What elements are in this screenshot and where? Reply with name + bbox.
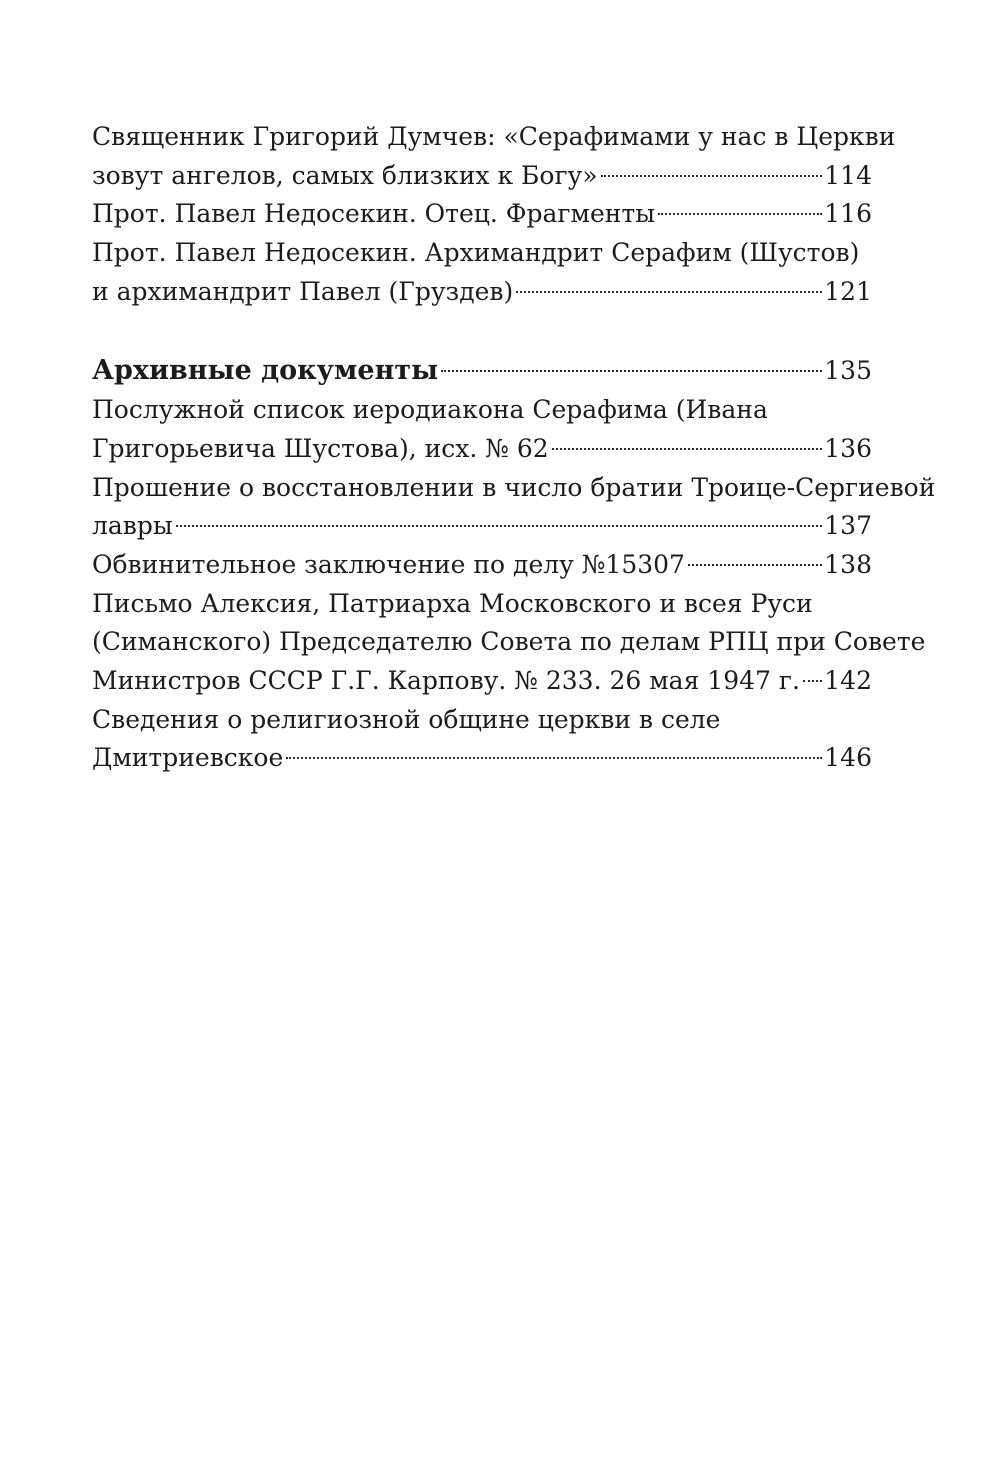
section-title: Архивные документы <box>92 355 439 387</box>
dot-leader <box>658 213 822 215</box>
toc-page-number: 116 <box>824 199 872 229</box>
dot-leader <box>803 680 822 682</box>
toc-entry-last-line <box>92 273 872 312</box>
dot-leader <box>688 564 822 566</box>
dot-leader <box>516 291 822 293</box>
toc-page-number: 142 <box>824 665 872 695</box>
toc-entry-last-line <box>92 430 872 469</box>
toc-page-number: 146 <box>824 743 872 773</box>
toc-entry-text: зовут ангелов, самых близких к Богу» <box>92 160 598 190</box>
dot-leader <box>176 525 823 527</box>
section-spacer <box>92 311 872 352</box>
toc-section-heading <box>92 352 872 391</box>
dot-leader <box>601 175 823 177</box>
toc-entry-community <box>92 701 872 778</box>
toc-entry-text: Министров СССР Г.Г. Карпову. № 233. 26 мая 1947 г. <box>92 665 800 695</box>
toc-entry-text: Обвинительное заключение по делу №15307 <box>92 549 685 579</box>
toc-page-number: 138 <box>824 549 872 579</box>
toc-entry-petition <box>92 469 936 546</box>
toc-entry-letter <box>92 585 926 701</box>
toc-entry-text: Дмитриевское <box>92 743 284 773</box>
toc-entry-line: Прошение о восстановлении в число братии Троице-Сергиевой <box>92 472 936 502</box>
toc-entry-line: Послужной список иеродиакона Серафима (Ивана <box>92 395 768 425</box>
toc-entry-indictment <box>92 546 872 585</box>
toc-page-number: 137 <box>824 511 872 541</box>
dot-leader <box>286 757 822 759</box>
toc-entry-archimandrites <box>92 234 872 311</box>
toc-page-number: 136 <box>824 433 872 463</box>
toc-entry-line: Письмо Алексия, Патриарха Московского и всея Руси <box>92 588 813 618</box>
toc-page-number: 135 <box>824 356 872 386</box>
dot-leader <box>552 448 823 450</box>
toc-entry-last-line <box>92 195 872 234</box>
toc-page-number: 121 <box>824 276 872 306</box>
toc-entry-last-line <box>92 507 872 546</box>
toc-entry-line: Прот. Павел Недосекин. Архимандрит Серафим (Шустов) <box>92 238 860 268</box>
toc-entry-last-line <box>92 662 872 701</box>
toc-entry-last-line <box>92 739 872 778</box>
toc-entry-line: (Симанского) Председателю Совета по делам РПЦ при Совете <box>92 627 926 657</box>
toc-entry-text: Прот. Павел Недосекин. Отец. Фрагменты <box>92 199 656 229</box>
toc-entry-last-line <box>92 157 872 196</box>
toc-entry-otets <box>92 195 872 234</box>
toc-entry-service-record <box>92 391 872 468</box>
toc-entry-line: Священник Григорий Думчев: «Серафимами у нас в Церкви <box>92 122 896 151</box>
table-of-contents <box>92 118 936 778</box>
toc-entry-text: лавры <box>92 511 173 541</box>
toc-entry-text: и архимандрит Павел (Груздев) <box>92 276 514 306</box>
dot-leader <box>441 370 822 372</box>
toc-entry-line: Сведения о религиозной общине церкви в селе <box>92 704 721 734</box>
toc-entry-text: Григорьевича Шустова), исх. № 62 <box>92 433 549 463</box>
toc-entry-dumchev <box>92 118 896 195</box>
toc-entry-last-line <box>92 546 872 585</box>
toc-page-number: 114 <box>824 160 872 190</box>
